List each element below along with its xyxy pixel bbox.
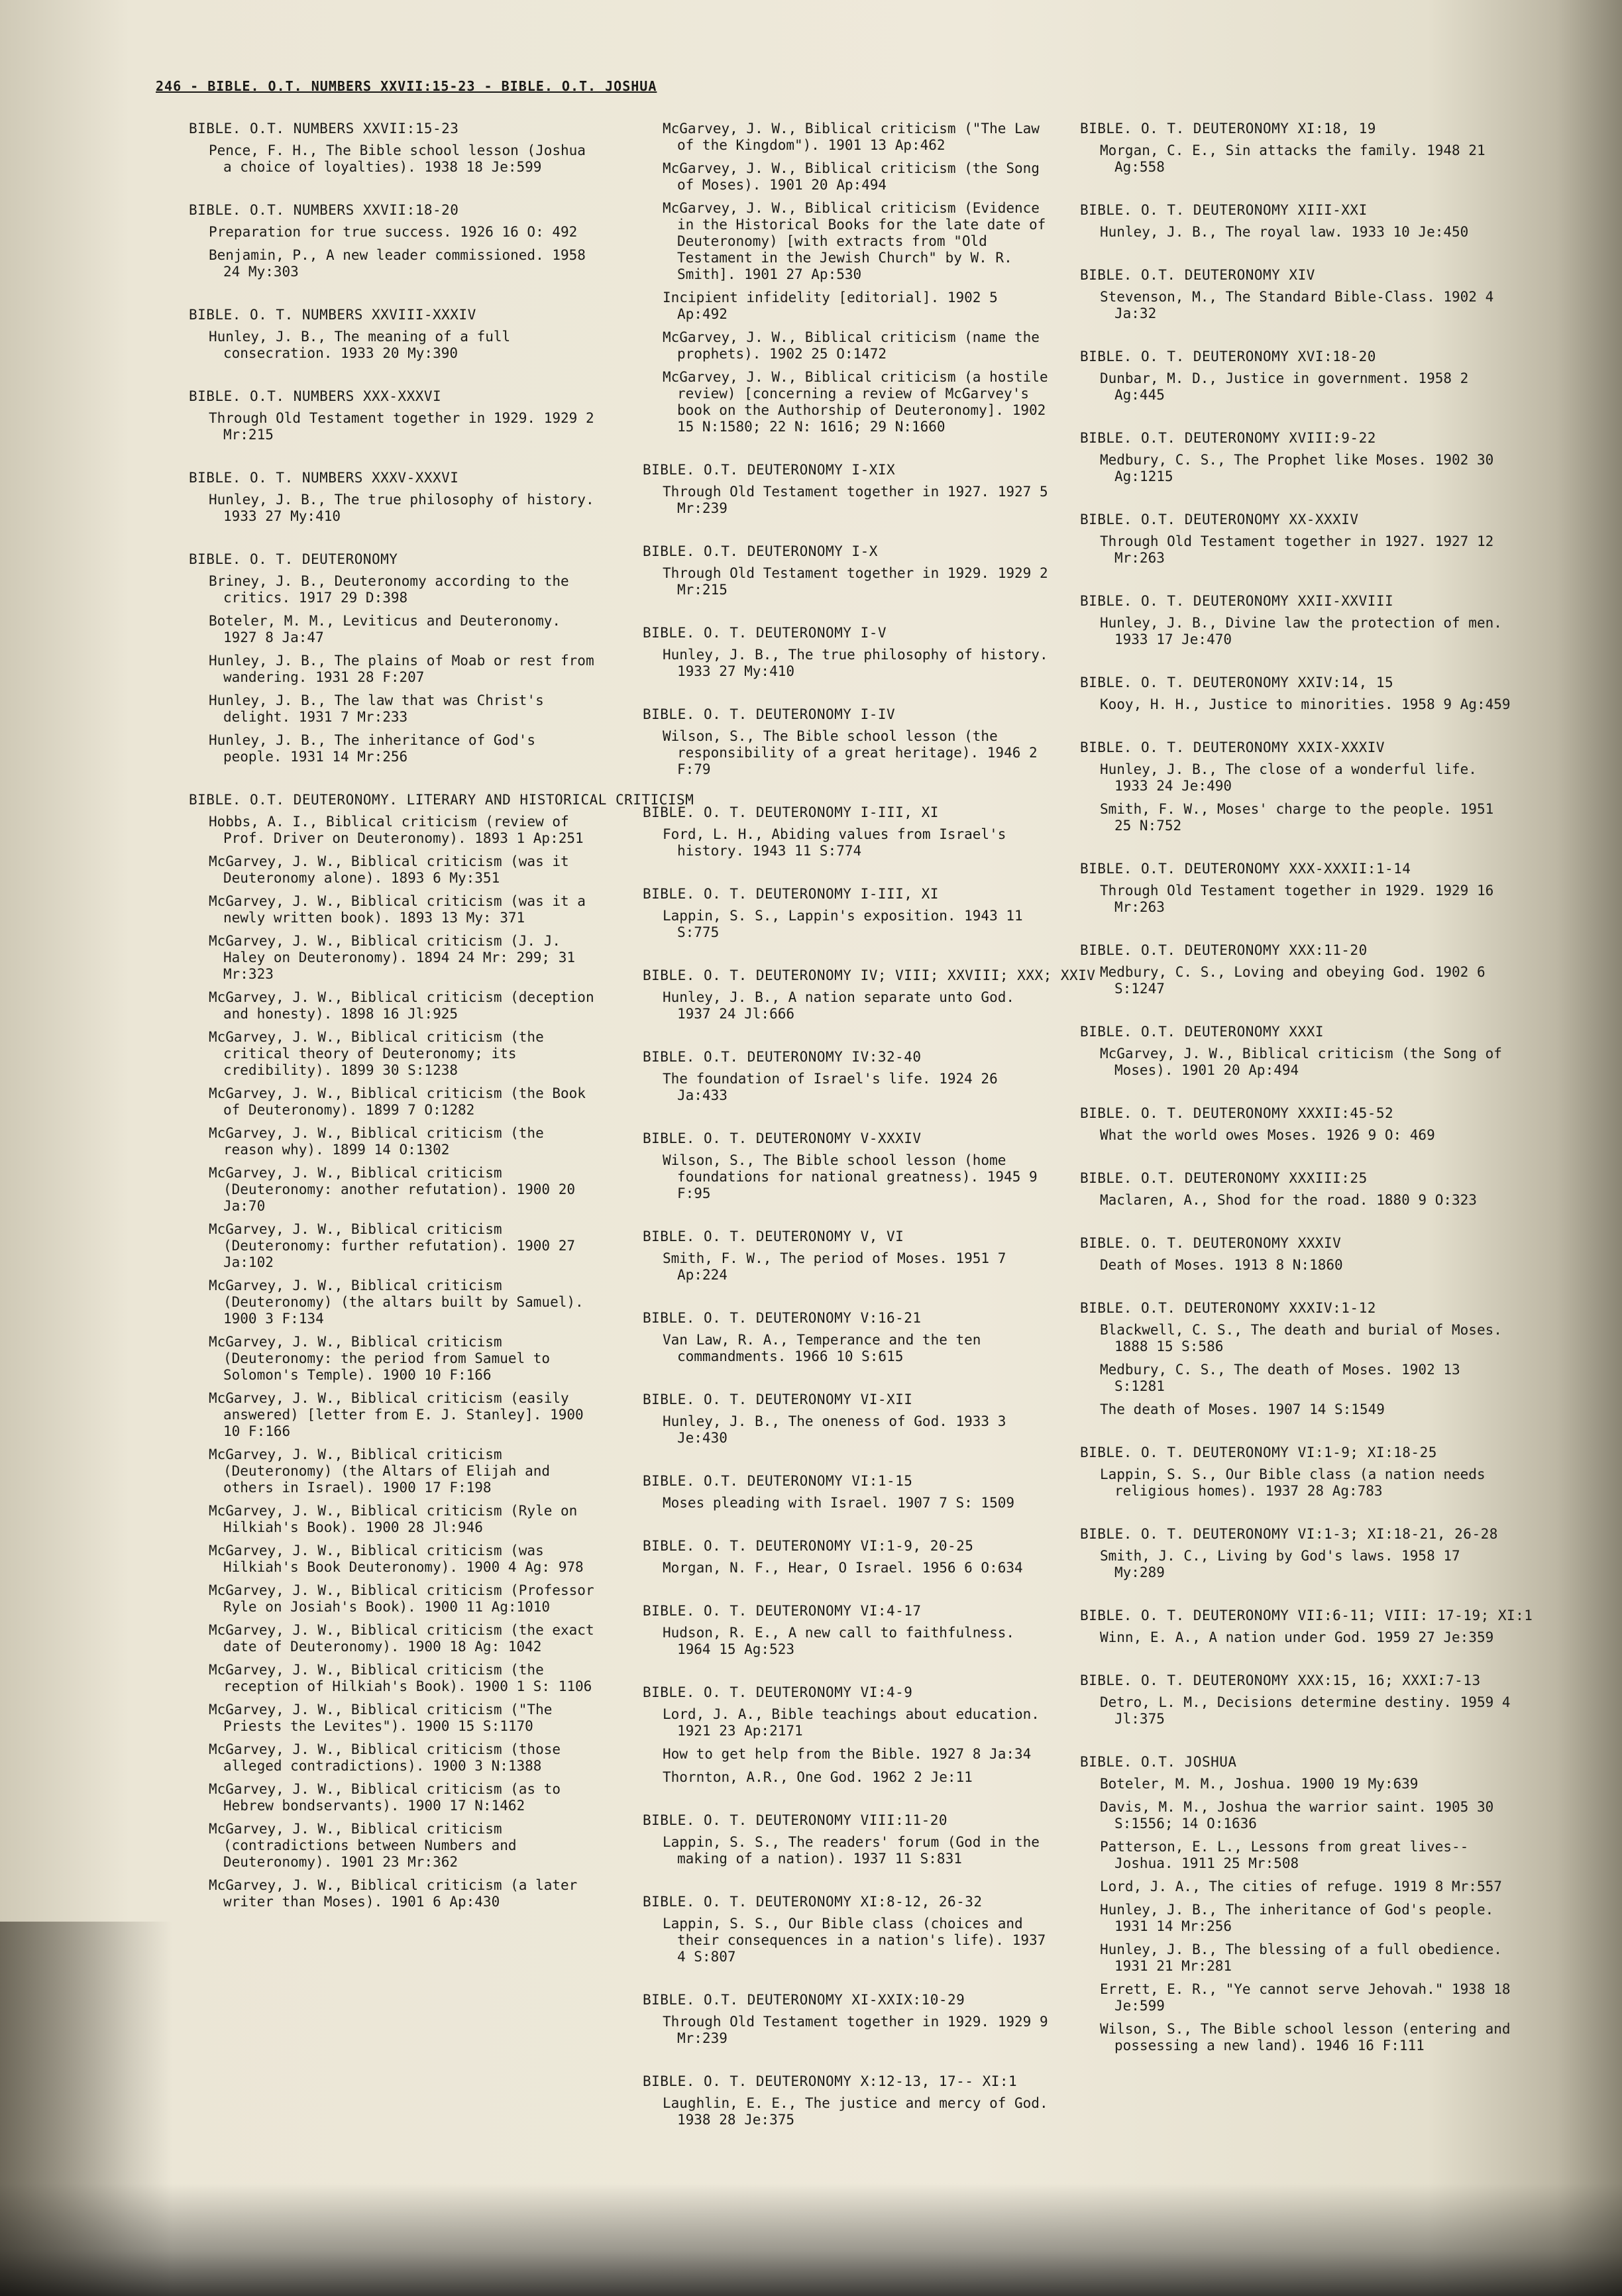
citation-entry: Wilson, S., The Bible school lesson (home foundations for national greatness). 1945 9 F:95 (663, 1152, 1038, 1201)
section-heading: BIBLE. O. T. DEUTERONOMY VII:6-11; VIII: 17-19; XI:1 (1080, 1608, 1533, 1623)
section-heading: BIBLE. O.T. DEUTERONOMY XVIII:9-22 (1080, 430, 1376, 446)
section-heading: BIBLE. O. T. DEUTERONOMY XI:8-12, 26-32 (643, 1894, 983, 1910)
citation-entry: Hunley, J. B., The meaning of a full consecration. 1933 20 My:390 (209, 329, 511, 361)
citation-entry: Hunley, J. B., The law that was Christ's delight. 1931 7 Mr:233 (209, 692, 544, 725)
section-heading: BIBLE. O.T. DEUTERONOMY XIV (1080, 267, 1315, 283)
citation-entry: Morgan, N. F., Hear, O Israel. 1956 6 O:634 (663, 1560, 1023, 1576)
section-heading: BIBLE. O. T. DEUTERONOMY XXII-XXVIII (1080, 593, 1394, 609)
column-2 (643, 121, 1096, 2135)
citation-entry: McGarvey, J. W., Biblical criticism (Deuteronomy: further refutation). 1900 27 Ja:102 (209, 1221, 576, 1270)
section-heading: BIBLE. O. T. DEUTERONOMY XXIX-XXXIV (1080, 739, 1385, 755)
citation-entry: Preparation for true success. 1926 16 O: 492 (209, 224, 578, 240)
citation-entry: Through Old Testament together in 1929. 1929 2 Mr:215 (663, 565, 1048, 598)
section-heading: BIBLE. O. T. DEUTERONOMY I-IV (643, 706, 896, 722)
citation-entry: What the world owes Moses. 1926 9 O: 469 (1100, 1127, 1435, 1143)
section-heading: BIBLE. O. T. DEUTERONOMY VI:1-9; XI:18-25 (1080, 1445, 1437, 1460)
citation-entry: Blackwell, C. S., The death and burial of Moses. 1888 15 S:586 (1100, 1322, 1502, 1354)
citation-entry: Winn, E. A., A nation under God. 1959 27 Je:359 (1100, 1629, 1494, 1645)
citation-entry: Hunley, J. B., The inheritance of God's people. 1931 14 Mr:256 (1100, 1902, 1494, 1934)
citation-entry: McGarvey, J. W., Biblical criticism (J. J. Haley on Deuteronomy). 1894 24 Mr: 299; 31 Mr:323 (209, 933, 576, 982)
section-heading: BIBLE. O. T. DEUTERONOMY IV; VIII; XXVIII; XXX; XXIV (643, 967, 1096, 983)
section-heading: BIBLE. O. T. DEUTERONOMY XXXII:45-52 (1080, 1105, 1394, 1121)
citation-entry: Laughlin, E. E., The justice and mercy of God. 1938 28 Je:375 (663, 2095, 1048, 2128)
citation-entry: McGarvey, J. W., Biblical criticism ("The Priests the Levites"). 1900 15 S:1170 (209, 1702, 553, 1734)
citation-entry: Medbury, C. S., Loving and obeying God. 1902 6 S:1247 (1100, 964, 1486, 997)
citation-entry: McGarvey, J. W., Biblical criticism (a hostile review) [concerning a review of McGarvey's book on the Authorship of Deuteronomy]. 1902 15 N:1580; 22 N: 1616; 29 N:1660 (663, 369, 1048, 435)
citation-entry: Hunley, J. B., The blessing of a full obedience. 1931 21 Mr:281 (1100, 1941, 1502, 1974)
citation-entry: Patterson, E. L., Lessons from great lives--Joshua. 1911 25 Mr:508 (1100, 1839, 1469, 1871)
citation-entry: Ford, L. H., Abiding values from Israel's history. 1943 11 S:774 (663, 826, 1006, 859)
citation-entry: McGarvey, J. W., Biblical criticism (Deuteronomy: the period from Samuel to Solomon's Temple). 1900 10 F:166 (209, 1334, 551, 1383)
citation-entry: Hudson, R. E., A new call to faithfulness. 1964 15 Ag:523 (663, 1625, 1015, 1657)
citation-entry: Through Old Testament together in 1927. 1927 5 Mr:239 (663, 484, 1048, 516)
citation-entry: The death of Moses. 1907 14 S:1549 (1100, 1401, 1385, 1417)
citation-entry: McGarvey, J. W., Biblical criticism (the reason why). 1899 14 O:1302 (209, 1125, 544, 1158)
column-3 (1080, 121, 1533, 2061)
section-heading: BIBLE. O. T. DEUTERONOMY XXIV:14, 15 (1080, 675, 1394, 690)
citation-entry: Thornton, A.R., One God. 1962 2 Je:11 (663, 1769, 973, 1785)
citation-entry: McGarvey, J. W., Biblical criticism (was it Deuteronomy alone). 1893 6 My:351 (209, 853, 569, 886)
citation-entry: McGarvey, J. W., Biblical criticism (Evidence in the Historical Books for the late date of Deuteronomy) [with extracts from "Old Testament in the Jewish Church" by W. R. Smith]. 1901 27 Ap:530 (663, 200, 1046, 282)
section-heading: BIBLE. O. T. DEUTERONOMY XXX:15, 16; XXXI:7-13 (1080, 1672, 1481, 1688)
citation-entry: McGarvey, J. W., Biblical criticism (contradictions between Numbers and Deuteronomy). 1901 23 Mr:362 (209, 1821, 517, 1870)
citation-entry: Wilson, S., The Bible school lesson (the responsibility of a great heritage). 1946 2 F:79 (663, 728, 1038, 777)
citation-entry: Through Old Testament together in 1929. 1929 2 Mr:215 (209, 410, 594, 443)
citation-entry: McGarvey, J. W., Biblical criticism (easily answered) [letter from E. J. Stanley]. 1900 10 F:166 (209, 1390, 584, 1439)
section-heading: BIBLE. O. T. DEUTERONOMY XVI:18-20 (1080, 349, 1376, 364)
section-heading: BIBLE. O.T. DEUTERONOMY XXXIV:1-12 (1080, 1300, 1376, 1316)
page-shadow-bottom (0, 2183, 1622, 2296)
section-heading: BIBLE. O. T. NUMBERS XXVIII-XXXIV (189, 307, 476, 323)
section-heading: BIBLE. O. T. DEUTERONOMY VI:4-17 (643, 1603, 922, 1619)
citation-entry: Lord, J. A., The cities of refuge. 1919 8 Mr:557 (1100, 1879, 1502, 1894)
citation-entry: Benjamin, P., A new leader commissioned. 1958 24 My:303 (209, 247, 586, 280)
citation-entry: Death of Moses. 1913 8 N:1860 (1100, 1257, 1343, 1273)
citation-entry: Hunley, J. B., The plains of Moab or rest from wandering. 1931 28 F:207 (209, 653, 594, 685)
section-heading: BIBLE. O.T. DEUTERONOMY XXX-XXXII:1-14 (1080, 861, 1411, 877)
citation-entry: Lappin, S. S., Our Bible class (a nation needs religious homes). 1937 28 Ag:783 (1100, 1466, 1486, 1499)
citation-entry: Van Law, R. A., Temperance and the ten commandments. 1966 10 S:615 (663, 1332, 981, 1364)
section-heading: BIBLE. O.T. JOSHUA (1080, 1754, 1237, 1770)
citation-entry: McGarvey, J. W., Biblical criticism (the Book of Deuteronomy). 1899 7 O:1282 (209, 1085, 586, 1118)
citation-entry: Detro, L. M., Decisions determine destiny. 1959 4 Jl:375 (1100, 1694, 1511, 1727)
section-heading: BIBLE. O. T. DEUTERONOMY V, VI (643, 1229, 904, 1244)
citation-entry: Smith, F. W., The period of Moses. 1951 7 Ap:224 (663, 1250, 1006, 1283)
section-heading: BIBLE. O. T. DEUTERONOMY VI:4-9 (643, 1684, 913, 1700)
section-heading: BIBLE. O. T. DEUTERONOMY V:16-21 (643, 1310, 922, 1326)
citation-entry: McGarvey, J. W., Biblical criticism (Deuteronomy) (the Altars of Elijah and others in Israel). 1900 17 F:198 (209, 1447, 551, 1496)
section-heading: BIBLE. O.T. NUMBERS XXX-XXXVI (189, 388, 442, 404)
section-heading: BIBLE. O.T. DEUTERONOMY VI:1-15 (643, 1473, 913, 1489)
page-header: 246 - BIBLE. O.T. NUMBERS XXVII:15-23 - BIBLE. O.T. JOSHUA (156, 78, 657, 94)
section-heading: BIBLE. O.T. DEUTERONOMY XXXIII:25 (1080, 1170, 1368, 1186)
citation-entry: McGarvey, J. W., Biblical criticism (the critical theory of Deuteronomy; its credibility). 1899 30 S:1238 (209, 1029, 544, 1078)
citation-entry: Medbury, C. S., The death of Moses. 1902 13 S:1281 (1100, 1362, 1460, 1394)
section-heading: BIBLE. O. T. NUMBERS XXXV-XXXVI (189, 470, 459, 486)
citation-entry: McGarvey, J. W., Biblical criticism (was it a newly written book). 1893 13 My: 371 (209, 893, 586, 926)
section-heading: BIBLE. O.T. DEUTERONOMY IV:32-40 (643, 1049, 922, 1065)
section-heading: BIBLE. O.T. DEUTERONOMY XXX:11-20 (1080, 942, 1368, 958)
citation-entry: Wilson, S., The Bible school lesson (entering and possessing a new land). 1946 16 F:111 (1100, 2021, 1511, 2053)
section-heading: BIBLE. O.T. DEUTERONOMY XX-XXXIV (1080, 512, 1359, 527)
citation-entry: Kooy, H. H., Justice to minorities. 1958 9 Ag:459 (1100, 696, 1511, 712)
section-heading: BIBLE. O. T. DEUTERONOMY XIII-XXI (1080, 202, 1368, 218)
section-heading: BIBLE. O. T. DEUTERONOMY (189, 551, 398, 567)
citation-entry: How to get help from the Bible. 1927 8 Ja:34 (663, 1746, 1032, 1762)
citation-entry: Maclaren, A., Shod for the road. 1880 9 O:323 (1100, 1192, 1477, 1208)
citation-entry: McGarvey, J. W., Biblical criticism (Professor Ryle on Josiah's Book). 1900 11 Ag:1010 (209, 1582, 594, 1615)
citation-entry: McGarvey, J. W., Biblical criticism (name the prophets). 1902 25 O:1472 (663, 329, 1040, 362)
citation-entry: Dunbar, M. D., Justice in government. 1958 2 Ag:445 (1100, 370, 1469, 403)
citation-entry: Errett, E. R., "Ye cannot serve Jehovah." 1938 18 Je:599 (1100, 1981, 1511, 2014)
citation-entry: Briney, J. B., Deuteronomy according to the critics. 1917 29 D:398 (209, 573, 569, 606)
citation-entry: Hunley, J. B., A nation separate unto God. 1937 24 Jl:666 (663, 989, 1015, 1022)
section-heading: BIBLE. O. T. DEUTERONOMY X:12-13, 17-- XI:1 (643, 2073, 1018, 2089)
citation-entry: Hunley, J. B., The true philosophy of history. 1933 27 My:410 (209, 492, 594, 524)
citation-entry: Lappin, S. S., Our Bible class (choices and their consequences in a nation's life). 1937 4 S:807 (663, 1916, 1046, 1965)
citation-entry: Smith, F. W., Moses' charge to the people. 1951 25 N:752 (1100, 801, 1494, 834)
section-heading: BIBLE. O. T. DEUTERONOMY I-III, XI (643, 804, 939, 820)
citation-entry: Hobbs, A. I., Biblical criticism (review of Prof. Driver on Deuteronomy). 1893 1 Ap:251 (209, 814, 584, 846)
citation-entry: McGarvey, J. W., Biblical criticism (a later writer than Moses). 1901 6 Ap:430 (209, 1877, 578, 1910)
citation-entry: Pence, F. H., The Bible school lesson (Joshua a choice of loyalties). 1938 18 Je:599 (209, 142, 586, 175)
section-heading: BIBLE. O.T. NUMBERS XXVII:18-20 (189, 202, 459, 218)
citation-entry: McGarvey, J. W., Biblical criticism (as to Hebrew bondservants). 1900 17 N:1462 (209, 1781, 561, 1814)
citation-entry: Through Old Testament together in 1929. 1929 16 Mr:263 (1100, 883, 1494, 915)
citation-entry: Hunley, J. B., Divine law the protection of men. 1933 17 Je:470 (1100, 615, 1502, 647)
citation-entry: McGarvey, J. W., Biblical criticism (the reception of Hilkiah's Book). 1900 1 S: 1106 (209, 1662, 592, 1694)
section-heading: BIBLE. O. T. DEUTERONOMY XXXIV (1080, 1235, 1342, 1251)
section-heading: BIBLE. O. T. DEUTERONOMY VI-XII (643, 1392, 913, 1407)
citation-entry: Hunley, J. B., The oneness of God. 1933 3 Je:430 (663, 1413, 1006, 1446)
section-heading: BIBLE. O.T. DEUTERONOMY. LITERARY AND HISTORICAL CRITICISM (189, 792, 694, 808)
citation-entry: McGarvey, J. W., Biblical criticism ("The Law of the Kingdom"). 1901 13 Ap:462 (663, 121, 1040, 153)
section-heading: BIBLE. O. T. DEUTERONOMY VIII:11-20 (643, 1812, 948, 1828)
citation-entry: McGarvey, J. W., Biblical criticism (those alleged contradictions). 1900 3 N:1388 (209, 1741, 561, 1774)
citation-entry: McGarvey, J. W., Biblical criticism (the exact date of Deuteronomy). 1900 18 Ag: 1042 (209, 1622, 594, 1655)
section-heading: BIBLE. O. T. DEUTERONOMY I-III, XI (643, 886, 939, 902)
citation-entry: Lappin, S. S., Lappin's exposition. 1943 11 S:775 (663, 908, 1023, 940)
citation-entry: Medbury, C. S., The Prophet like Moses. 1902 30 Ag:1215 (1100, 452, 1494, 484)
citation-entry: Morgan, C. E., Sin attacks the family. 1948 21 Ag:558 (1100, 142, 1486, 175)
citation-entry: McGarvey, J. W., Biblical criticism (deception and honesty). 1898 16 Jl:925 (209, 989, 594, 1022)
citation-entry: Lappin, S. S., The readers' forum (God in the making of a nation). 1937 11 S:831 (663, 1834, 1040, 1867)
citation-entry: Moses pleading with Israel. 1907 7 S: 1509 (663, 1495, 1015, 1511)
citation-entry: McGarvey, J. W., Biblical criticism (Ryle on Hilkiah's Book). 1900 28 Jl:946 (209, 1503, 578, 1535)
section-heading: BIBLE. O. T. DEUTERONOMY VI:1-3; XI:18-21, 26-28 (1080, 1526, 1498, 1542)
citation-entry: McGarvey, J. W., Biblical criticism (was Hilkiah's Book Deuteronomy). 1900 4 Ag: 978 (209, 1543, 584, 1575)
citation-entry: McGarvey, J. W., Biblical criticism (Deuteronomy) (the altars built by Samuel). 1900 3 F:134 (209, 1278, 584, 1327)
section-heading: BIBLE. O.T. DEUTERONOMY XI-XXIX:10-29 (643, 1992, 965, 2008)
citation-entry: Through Old Testament together in 1929. 1929 9 Mr:239 (663, 2014, 1048, 2046)
citation-entry: McGarvey, J. W., Biblical criticism (the Song of Moses). 1901 20 Ap:494 (663, 160, 1040, 193)
section-heading: BIBLE. O.T. DEUTERONOMY I-X (643, 543, 878, 559)
citation-entry: Hunley, J. B., The true philosophy of history. 1933 27 My:410 (663, 647, 1048, 679)
section-heading: BIBLE. O.T. NUMBERS XXVII:15-23 (189, 121, 459, 137)
section-heading: BIBLE. O. T. DEUTERONOMY I-V (643, 625, 887, 641)
citation-entry: Boteler, M. M., Joshua. 1900 19 My:639 (1100, 1776, 1419, 1792)
citation-entry: Boteler, M. M., Leviticus and Deuteronomy. 1927 8 Ja:47 (209, 613, 561, 645)
citation-entry: Hunley, J. B., The royal law. 1933 10 Je:450 (1100, 224, 1469, 240)
citation-entry: Lord, J. A., Bible teachings about education. 1921 23 Ap:2171 (663, 1706, 1040, 1739)
citation-entry: Hunley, J. B., The inheritance of God's people. 1931 14 Mr:256 (209, 732, 536, 765)
citation-entry: Incipient infidelity [editorial]. 1902 5 Ap:492 (663, 290, 998, 322)
citation-entry: McGarvey, J. W., Biblical criticism (Deuteronomy: another refutation). 1900 20 Ja:70 (209, 1165, 576, 1214)
section-heading: BIBLE. O.T. DEUTERONOMY XXXI (1080, 1024, 1325, 1040)
citation-entry: Hunley, J. B., The close of a wonderful life. 1933 24 Je:490 (1100, 761, 1477, 794)
section-heading: BIBLE. O. T. DEUTERONOMY XI:18, 19 (1080, 121, 1376, 137)
section-heading: BIBLE. O. T. DEUTERONOMY V-XXXIV (643, 1130, 922, 1146)
citation-entry: McGarvey, J. W., Biblical criticism (the Song of Moses). 1901 20 Ap:494 (1100, 1046, 1502, 1078)
citation-entry: Davis, M. M., Joshua the warrior saint. 1905 30 S:1556; 14 O:1636 (1100, 1799, 1494, 1831)
citation-entry: Through Old Testament together in 1927. 1927 12 Mr:263 (1100, 533, 1494, 566)
section-heading: BIBLE. O.T. DEUTERONOMY I-XIX (643, 462, 896, 478)
section-heading: BIBLE. O. T. DEUTERONOMY VI:1-9, 20-25 (643, 1538, 974, 1554)
citation-entry: Stevenson, M., The Standard Bible-Class. 1902 4 Ja:32 (1100, 289, 1494, 321)
column-1 (189, 121, 694, 1917)
citation-entry: The foundation of Israel's life. 1924 26 Ja:433 (663, 1071, 998, 1103)
citation-entry: Smith, J. C., Living by God's laws. 1958 17 My:289 (1100, 1548, 1460, 1580)
